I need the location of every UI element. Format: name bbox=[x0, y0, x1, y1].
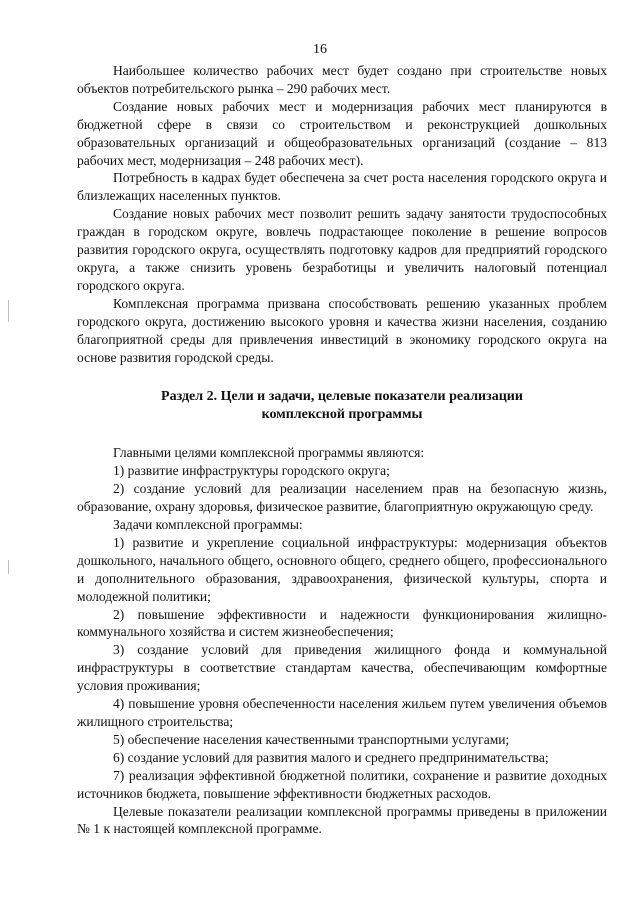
task-item: 3) создание условий для приведения жилищного фонда и коммунальной инфраструктуры в соответствие стандартам качества, обеспечивающим комфортные условия проживания; bbox=[77, 642, 607, 694]
goal-item: 2) создание условий для реализации населением прав на безопасную жизнь, образование, охрану здоровья, физическое развитие, благоприятную окружающую среду. bbox=[77, 481, 607, 515]
task-item: 2) повышение эффективности и надежности функционирования жилищно-коммунального хозяйства и систем жизнеобеспечения; bbox=[77, 606, 607, 640]
task-item: 1) развитие и укрепление социальной инфраструктуры: модернизация объектов дошкольного, начального общего, основного общего, среднего общего, профессионального и дополнительного образования, здравоохранения, физической культуры, спорта и молодежной политики; bbox=[77, 534, 607, 604]
section-heading bbox=[77, 388, 607, 424]
paragraph: Потребность в кадрах будет обеспечена за счет роста населения городского округа и близлежащих населенных пунктов. bbox=[77, 170, 607, 204]
task-item: 4) повышение уровня обеспеченности населения жильем путем увеличения объемов жилищного строительства; bbox=[77, 696, 607, 729]
scan-margin-mark bbox=[8, 560, 9, 574]
document-body bbox=[77, 62, 607, 838]
task-item: 6) создание условий для развития малого и среднего предпринимательства; bbox=[113, 749, 549, 765]
section-heading-line: комплексной программы bbox=[261, 407, 423, 423]
tasks-intro: Задачи комплексной программы: bbox=[113, 517, 303, 533]
paragraph: Комплексная программа призвана способствовать решению указанных проблем городского округа, достижению высокого уровня и качества жизни населения, созданию благоприятной среды для привлечения инвестиций в экономику городского округа на основе развития городской среды. bbox=[77, 295, 607, 365]
paragraph: Наибольшее количество рабочих мест будет создано при строительстве новых объектов потребительского рынка – 290 рабочих мест. bbox=[77, 63, 607, 96]
paragraph: Создание новых рабочих мест и модернизация рабочих мест планируются в бюджетной сфере в связи со строительством и реконструкцией дошкольных образовательных организаций и общеобразовательных организаций (создание – 813 рабочих мест, модернизация – 248 рабочих мест). bbox=[77, 98, 607, 168]
task-item: 7) реализация эффективной бюджетной политики, сохранение и развитие доходных источников бюджета, повышение эффективности бюджетных расходов. bbox=[77, 767, 607, 801]
paragraph: Создание новых рабочих мест позволит решить задачу занятости трудоспособных граждан в городском округе, вовлечь подрастающее поколение в решение вопросов развития городского округа, осуществлять подготовку кадров для предприятий городского округа, а также снизить уровень безработицы и увеличить налоговый потенциал городского округа. bbox=[77, 206, 607, 293]
closing-paragraph: Целевые показатели реализации комплексной программы приведены в приложении № 1 к настоящей комплексной программе. bbox=[77, 803, 607, 837]
section-heading-line: Раздел 2. Цели и задачи, целевые показатели реализации bbox=[161, 389, 523, 405]
page-number: 16 bbox=[313, 42, 327, 57]
goal-item: 1) развитие инфраструктуры городского округа; bbox=[113, 463, 390, 479]
task-item: 5) обеспечение населения качественными транспортными услугами; bbox=[113, 731, 510, 747]
scan-margin-mark bbox=[8, 300, 9, 322]
goals-intro: Главными целями комплексной программы являются: bbox=[113, 445, 425, 461]
